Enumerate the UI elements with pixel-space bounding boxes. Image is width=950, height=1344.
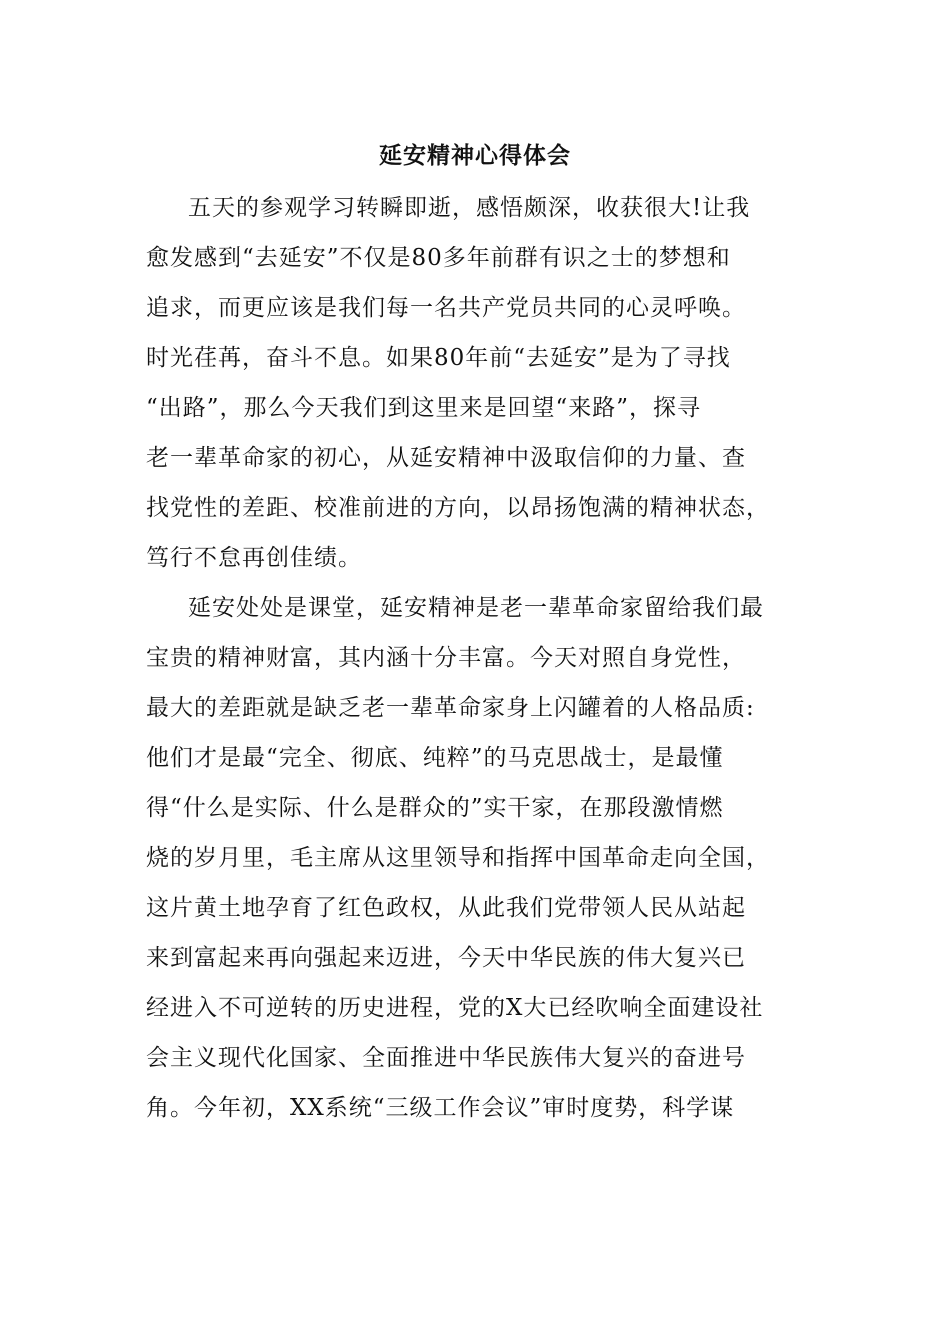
paragraph-line: 延安处处是课堂，延安精神是老一辈革命家留给我们最: [188, 595, 764, 621]
paragraph-line: 找党性的差距、校准前进的方向，以昂扬饱满的精神状态，: [146, 495, 770, 521]
paragraph-line: 经进入不可逆转的历史进程，党的X大已经吹响全面建设社: [146, 995, 764, 1021]
paragraph-line: 宝贵的精神财富，其内涵十分丰富。今天对照自身党性，: [146, 645, 746, 671]
paragraph-line: 笃行不怠再创佳绩。: [146, 545, 362, 571]
paragraph-line: 会主义现代化国家、全面推进中华民族伟大复兴的奋进号: [146, 1045, 746, 1071]
paragraph-line: 来到富起来再向强起来迈进，今天中华民族的伟大复兴已: [146, 945, 746, 971]
paragraph-line: 愈发感到“去延安”不仅是80多年前群有识之士的梦想和: [146, 245, 731, 271]
paragraph-line: 追求，而更应该是我们每一名共产党员共同的心灵呼唤。: [146, 295, 746, 321]
paragraph-line: 烧的岁月里，毛主席从这里领导和指挥中国革命走向全国，: [146, 845, 770, 871]
paragraph-line: 老一辈革命家的初心，从延安精神中汲取信仰的力量、查: [146, 445, 746, 471]
paragraph-line: 这片黄土地孕育了红色政权，从此我们党带领人民从站起: [146, 895, 746, 921]
paragraph-line: 他们才是最“完全、彻底、纯粹”的马克思战士，是最懂: [146, 745, 724, 771]
paragraph-line: 得“什么是实际、什么是群众的”实干家，在那段激情燃: [146, 795, 724, 821]
paragraph-line: 最大的差距就是缺乏老一辈革命家身上闪罐着的人格品质:: [146, 695, 755, 721]
paragraph-line: 角。今年初，XX系统“三级工作会议”审时度势，科学谋: [146, 1095, 735, 1121]
paragraph-line: 五天的参观学习转瞬即逝，感悟颇深，收获很大!让我: [188, 195, 751, 221]
document-title: 延安精神心得体会: [379, 142, 571, 169]
paragraph-line: “出路”，那么今天我们到这里来是回望“来路”，探寻: [146, 395, 702, 421]
paragraph-line: 时光荏苒，奋斗不息。如果80年前“去延安”是为了寻找: [146, 345, 731, 371]
